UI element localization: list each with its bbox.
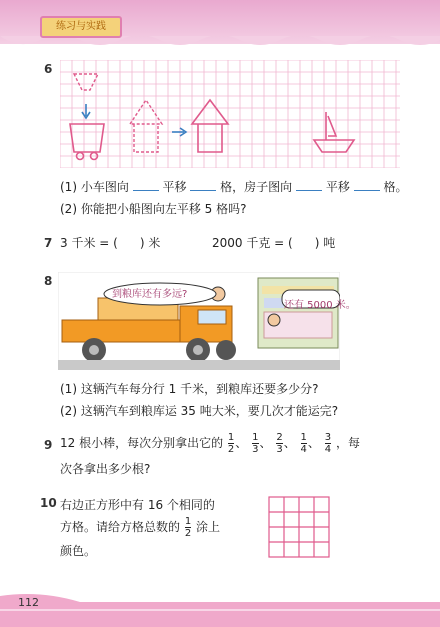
question-8-line-2: (2) 这辆汽车到粮库运 35 吨大米，要几次才能运完? (60, 404, 339, 418)
speech-bubble-left: 到粮库还有多远? (112, 289, 188, 300)
answer-blank[interactable] (354, 178, 380, 191)
question-10-line-1: 右边正方形中有 16 个相同的 (60, 498, 215, 512)
question-10-number: 10 (40, 496, 57, 510)
answer-blank[interactable] (190, 178, 216, 191)
answer-blank[interactable] (133, 178, 159, 191)
page-number: 112 (18, 596, 39, 609)
question-7-right: 2000 千克 = ( ) 吨 (212, 236, 336, 250)
translation-grid-figure (60, 60, 400, 168)
fraction: $\frac{1}{2}$ (184, 516, 192, 539)
section-label: 练习与实践 (40, 16, 122, 38)
fraction: $\frac{3}{4}$ (324, 432, 332, 455)
question-8-line-1: (1) 这辆汽车每分行 1 千米，到粮库还要多少分? (60, 382, 319, 396)
question-6-line-2: (2) 你能把小船图向左平移 5 格吗? (60, 202, 247, 216)
question-9-line-2: 次各拿出多少根? (60, 462, 151, 476)
question-9-line-1: 12 根小棒，每次分别拿出它的 $\frac{1}{2}$ 、 $\frac{1}{3}$ 、 $\frac{2}{3}$ 、 $\frac{1}{4}$ 、 $\frac{3}{4}$ ，每 (60, 432, 360, 455)
question-6-line-1: (1) 小车图向 平移 格，房子图向 平移 格。 (60, 180, 408, 194)
question-8-number: 8 (44, 274, 53, 288)
question-7-number: 7 (44, 236, 53, 250)
question-10-line-2: 方格。请给方格总数的 $\frac{1}{2}$ 涂上 (60, 516, 221, 539)
speech-bubble-right: 还有 5000 米。 (284, 300, 356, 311)
fraction: $\frac{1}{4}$ (300, 432, 307, 455)
question-7-left: 3 千米 = ( ) 米 (60, 236, 161, 250)
footer-band (0, 590, 440, 627)
question-9-number: 9 (44, 438, 53, 452)
header-wave-decoration (0, 36, 440, 50)
car-outline-dashed (74, 74, 98, 90)
car-shape (70, 124, 104, 160)
fraction: $\frac{1}{3}$ (252, 432, 259, 455)
fraction: $\frac{1}{2}$ (227, 432, 235, 455)
square-grid-4x4[interactable] (268, 496, 330, 558)
question-6-number: 6 (44, 62, 53, 76)
question-10-line-3: 颜色。 (60, 544, 97, 558)
fraction: $\frac{2}{3}$ (276, 432, 283, 455)
truck-illustration (58, 272, 340, 370)
answer-blank[interactable] (296, 178, 322, 191)
